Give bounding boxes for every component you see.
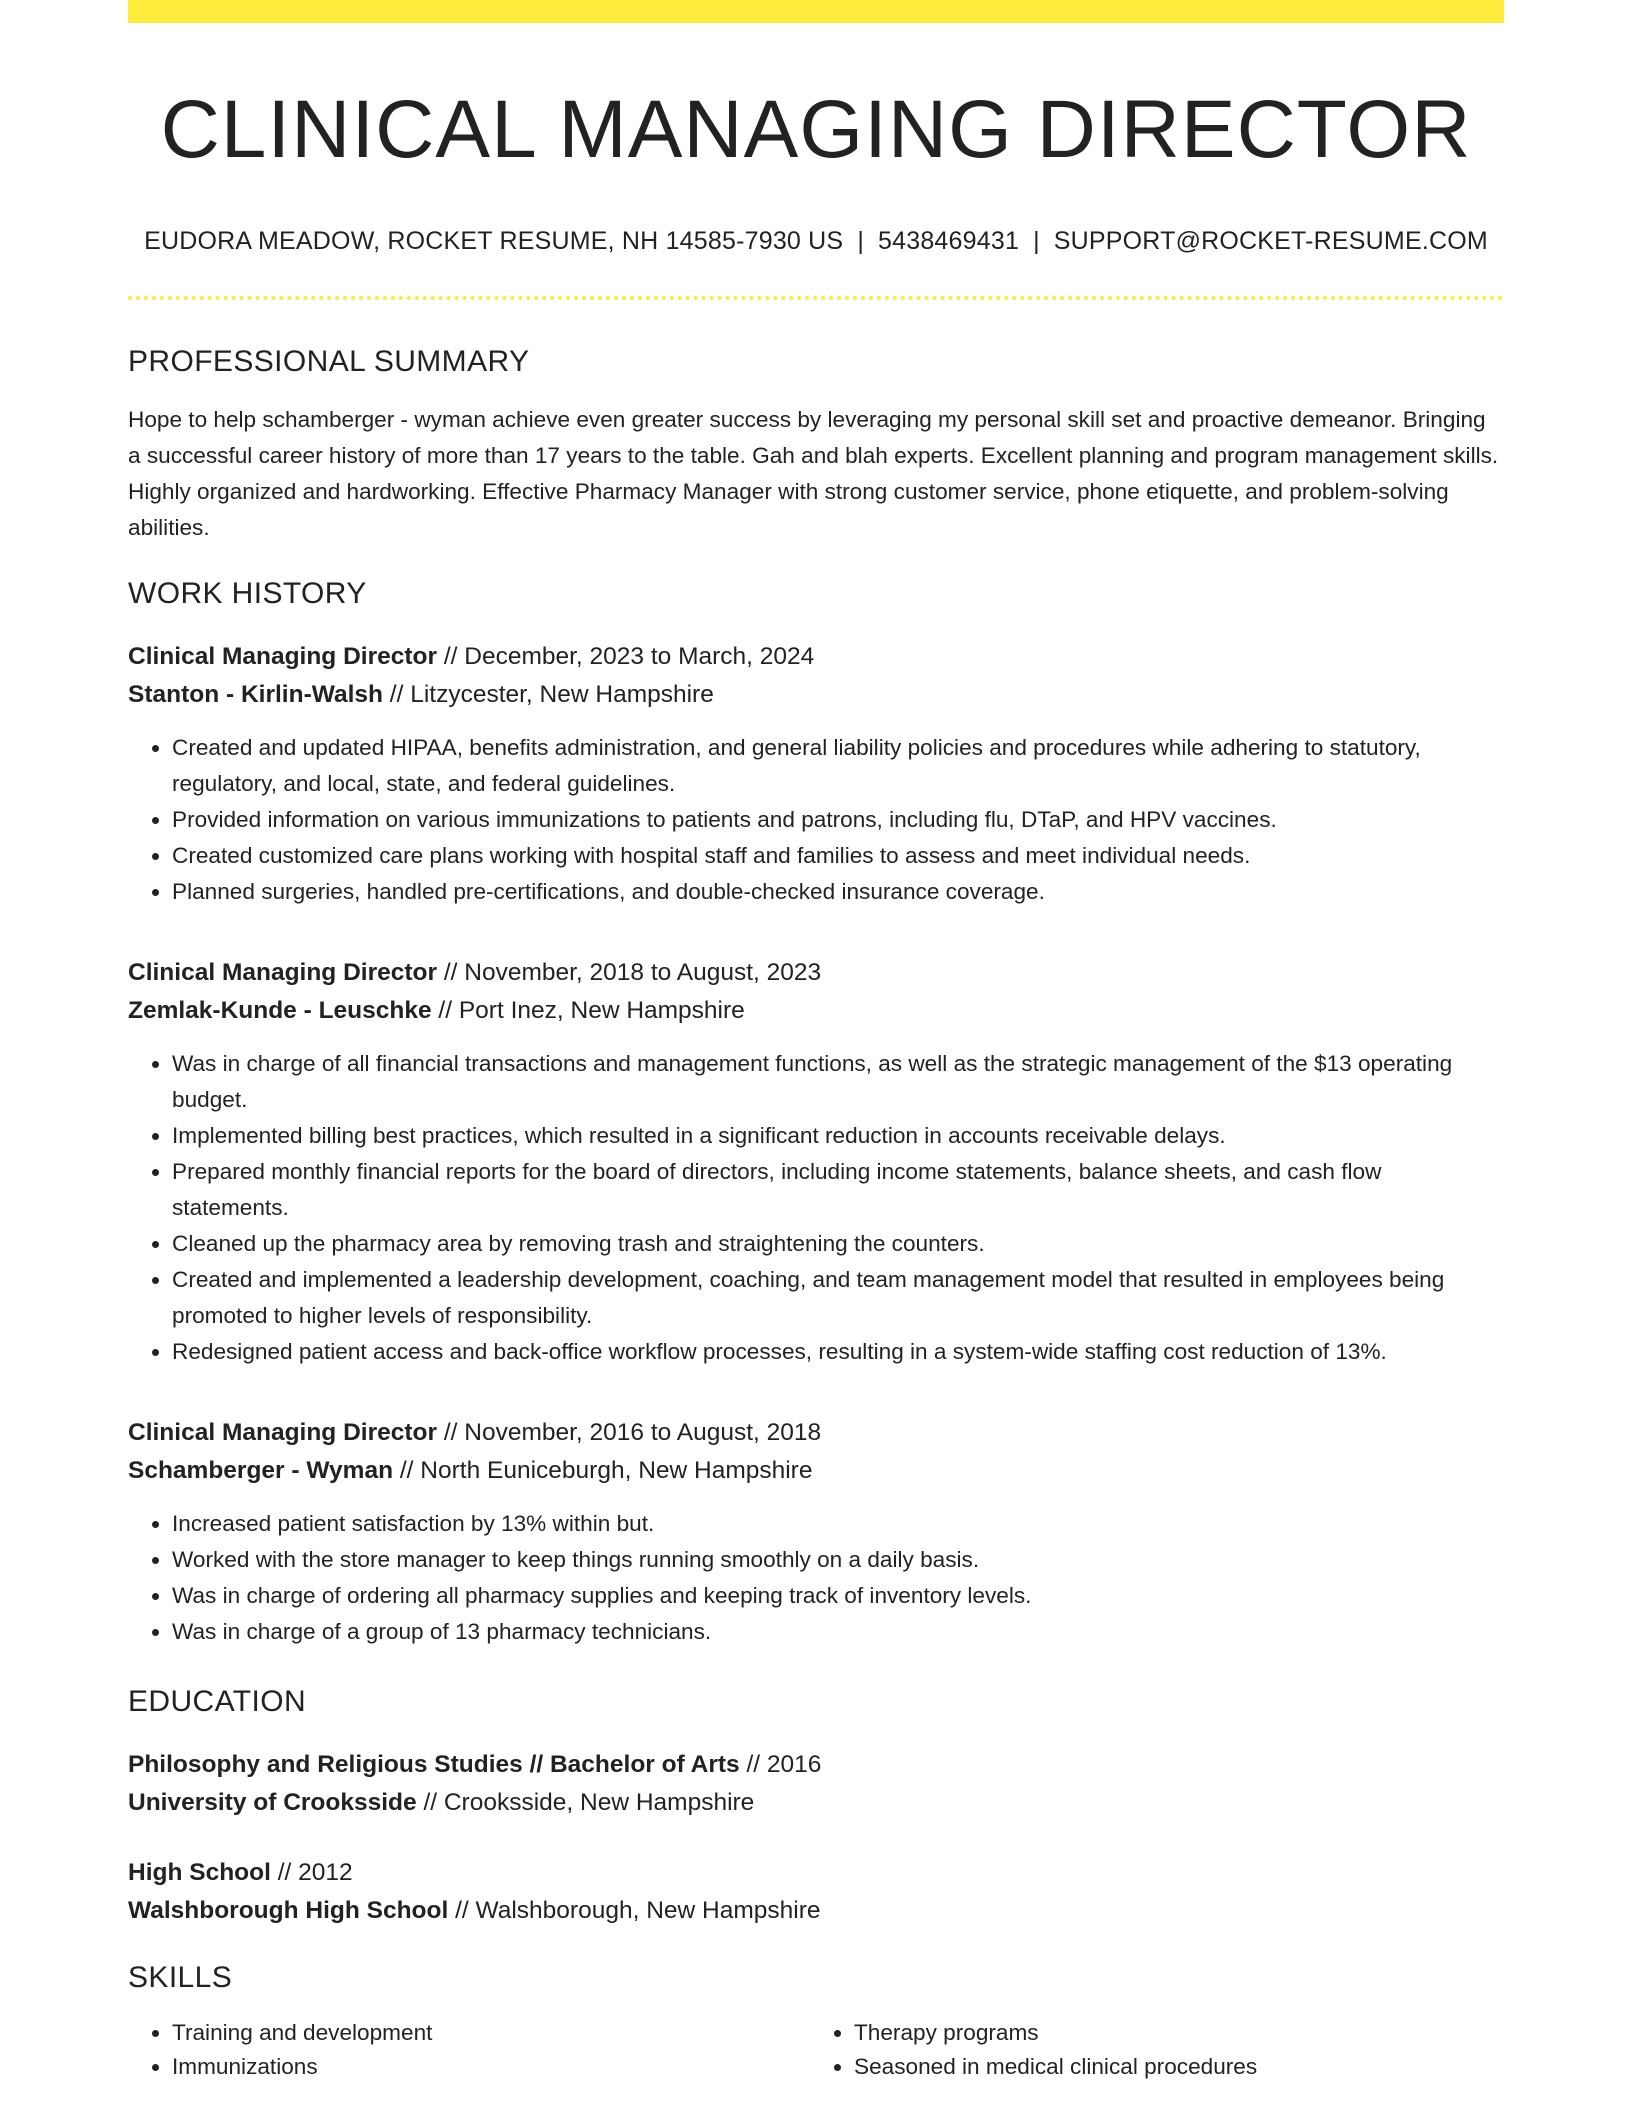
dotted-divider [128,296,1504,300]
job-entry [128,638,1504,910]
contact-phone: 5438469431 [878,227,1020,256]
skill-item: • Seasoned in medical clinical procedures [854,2050,1486,2084]
job-bullet: • Created customized care plans working with hospital staff and families to assess and meet individual needs. [172,838,1504,874]
education-degree: Philosophy and Religious Studies // Bachelor of Arts [128,1750,740,1778]
skills-column-left [128,2016,804,2084]
job-dates: // December, 2023 to March, 2024 [437,642,815,670]
job-location: // Litzycester, New Hampshire [382,680,714,708]
education-degree-line [128,1854,1504,1892]
skill-item: • Immunizations [172,2050,804,2084]
job-entry [128,954,1504,1370]
job-location: // Port Inez, New Hampshire [431,996,745,1024]
education-entry [128,1746,1504,1822]
education-school-line [128,1892,1504,1930]
job-company: Schamberger - Wyman [128,1456,394,1484]
job-company: Stanton - Kirlin-Walsh [128,680,383,708]
job-bullets [128,1046,1504,1370]
education-school-line [128,1784,1504,1822]
education-school: University of Crooksside [128,1788,417,1816]
job-location: // North Euniceburgh, New Hampshire [393,1456,813,1484]
job-bullet: • Created and implemented a leadership development, coaching, and team management model that resulted in employees being promoted to higher levels of responsibility. [172,1262,1504,1334]
education-year: // 2016 [739,1750,822,1778]
contact-line [128,225,1504,258]
summary-heading: PROFESSIONAL SUMMARY [128,344,530,378]
contact-separator: | [1033,227,1040,256]
job-bullet: • Was in charge of ordering all pharmacy supplies and keeping track of inventory levels. [172,1578,1504,1614]
job-bullet: • Redesigned patient access and back-office workflow processes, resulting in a system-wide staffing cost reduction of 13%. [172,1334,1504,1370]
job-dates: // November, 2018 to August, 2023 [437,958,822,986]
job-company: Zemlak-Kunde - Leuschke [128,996,432,1024]
job-bullet: • Was in charge of all financial transactions and management functions, as well as the strategic management of the $13 operating budget. [172,1046,1504,1118]
job-company-line [128,992,1504,1030]
resume-page [128,0,1504,2084]
resume-title: CLINICAL MANAGING DIRECTOR [160,84,1472,175]
job-bullet: • Provided information on various immunizations to patients and patrons, including flu, DTaP, and HPV vaccines. [172,802,1504,838]
contact-address: EUDORA MEADOW, ROCKET RESUME, NH 14585-7930 US [144,227,844,256]
job-bullet: • Was in charge of a group of 13 pharmacy technicians. [172,1614,1504,1650]
job-title-line [128,954,1504,992]
education-location: // Crooksside, New Hampshire [416,1788,755,1816]
job-bullets [128,1506,1504,1650]
job-title: Clinical Managing Director [128,958,438,986]
contact-email: SUPPORT@ROCKET-RESUME.COM [1053,227,1488,256]
job-entry [128,1414,1504,1650]
job-title-line [128,1414,1504,1452]
skill-item: • Training and development [172,2016,804,2050]
education-location: // Walshborough, New Hampshire [448,1896,821,1924]
education-degree: High School [128,1858,271,1886]
contact-separator: | [857,227,865,256]
accent-top-bar [128,0,1504,23]
job-bullets [128,730,1504,910]
skills-column-right [804,2016,1486,2084]
education-degree-line [128,1746,1504,1784]
job-company-line [128,1452,1504,1490]
job-bullet: • Cleaned up the pharmacy area by removing trash and straightening the counters. [172,1226,1504,1262]
job-bullet: • Worked with the store manager to keep things running smoothly on a daily basis. [172,1542,1504,1578]
job-company-line [128,676,1504,714]
job-bullet: • Implemented billing best practices, which resulted in a significant reduction in accounts receivable delays. [172,1118,1504,1154]
education-heading: EDUCATION [128,1684,307,1718]
job-title: Clinical Managing Director [128,642,438,670]
summary-text: Hope to help schamberger - wyman achieve even greater success by leveraging my personal skill set and proactive demeanor. Bringing a successful career history of more than 17 years to the table. Gah and blah experts. Excellent planning and program management skills. Highly organized and hardworking. Effective Pharmacy Manager with strong customer service, phone etiquette, and problem-solving abilities. [128,406,1499,540]
job-title: Clinical Managing Director [128,1418,438,1446]
job-bullet: • Planned surgeries, handled pre-certifications, and double-checked insurance coverage. [172,874,1504,910]
skills-heading: SKILLS [128,1960,233,1994]
skills-list [128,2016,1504,2084]
job-bullet: • Prepared monthly financial reports for the board of directors, including income statements, balance sheets, and cash flow statements. [172,1154,1504,1226]
job-bullet: • Increased patient satisfaction by 13% within but. [172,1506,1504,1542]
education-year: // 2012 [270,1858,353,1886]
job-dates: // November, 2016 to August, 2018 [437,1418,822,1446]
education-school: Walshborough High School [128,1896,449,1924]
job-bullet: • Created and updated HIPAA, benefits administration, and general liability policies and procedures while adhering to statutory, regulatory, and local, state, and federal guidelines. [172,730,1504,802]
work-history-heading: WORK HISTORY [128,576,367,610]
education-entry [128,1854,1504,1930]
skill-item: • Therapy programs [854,2016,1486,2050]
job-title-line [128,638,1504,676]
